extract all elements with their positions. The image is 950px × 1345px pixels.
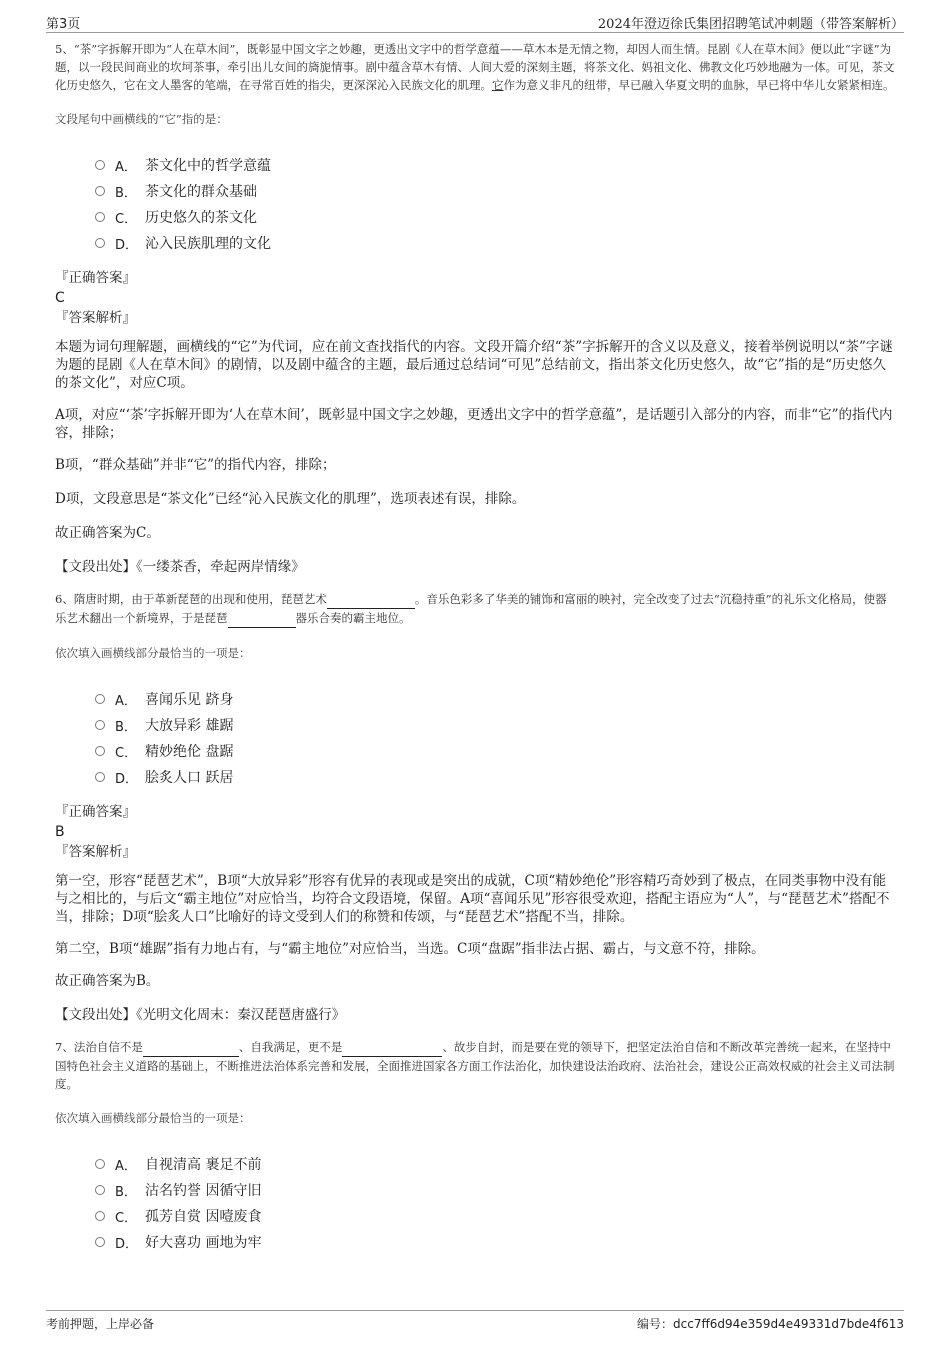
document-title: 2024年澄迈徐氏集团招聘笔试冲刺题（带答案解析） bbox=[597, 17, 904, 32]
analysis-label: 『答案解析』 bbox=[55, 310, 136, 326]
analysis-paragraph: B项，“群众基础”并非“它”的指代内容，排除； bbox=[55, 457, 336, 473]
option-letter: C． bbox=[115, 1210, 138, 1226]
source-citation: 【文段出处】《光明文化周末：秦汉琵琶唐盛行》 bbox=[55, 1007, 346, 1023]
option-d[interactable] bbox=[95, 764, 895, 790]
question-7 bbox=[55, 1038, 895, 1255]
answer-label: 『正确答案』 bbox=[55, 804, 136, 820]
footer-slogan: 考前押题，上岸必备 bbox=[46, 1317, 155, 1331]
stem-text: 、自我满足，更不是 bbox=[238, 1040, 343, 1054]
radio-icon[interactable] bbox=[95, 1159, 105, 1169]
option-text: 沽名钓誉 因循守旧 bbox=[145, 1183, 262, 1199]
answer-value: B bbox=[55, 824, 65, 840]
radio-icon[interactable] bbox=[95, 160, 105, 170]
option-text: 大放异彩 雄踞 bbox=[145, 718, 234, 734]
analysis-paragraph: 故正确答案为C。 bbox=[55, 525, 160, 541]
stem-text: 6、隋唐时期，由于革新琵琶的出现和使用，琵琶艺术 bbox=[55, 592, 327, 606]
option-text: 精妙绝伦 盘踞 bbox=[145, 744, 234, 760]
analysis-paragraph: 第一空，形容“琵琶艺术”，B项“大放异彩”形容有优异的表现或是突出的成就，C项“精妙绝伦”形容精巧奇妙到了极点，在同类事物中没有能与之相比的，与后文“霸主地位”对应恰当，均符合文段语境，保留。A项“喜闻乐见”形容很受欢迎，搭配主语应为“人”，与“琵琶艺术”搭配不当，排除；D项“脍炙人口”比喻好的诗文受到人们的称赞和传颂，与“琵琶艺术”搭配不当，排除。 bbox=[55, 873, 890, 925]
radio-icon[interactable] bbox=[95, 212, 105, 222]
fill-blank bbox=[342, 1038, 442, 1057]
option-a[interactable] bbox=[95, 686, 895, 712]
page-footer bbox=[46, 1310, 904, 1335]
radio-icon[interactable] bbox=[95, 1185, 105, 1195]
option-c[interactable] bbox=[95, 1203, 895, 1229]
option-letter: A． bbox=[115, 159, 137, 175]
question-stem bbox=[55, 40, 895, 94]
stem-text: 器乐合奏的霸主地位。 bbox=[295, 611, 411, 625]
stem-text: 。音乐色彩多了华美的铺饰和富丽的映衬，完全改变了过去“沉稳持重”的礼乐文化格局，使器乐艺术翻出一个新境界，于是琵琶 bbox=[55, 592, 887, 625]
question-5 bbox=[55, 40, 895, 576]
radio-icon[interactable] bbox=[95, 186, 105, 196]
document-id: 编号：dcc7ff6d94e359d4e49331d7bde4f613 bbox=[637, 1317, 904, 1331]
option-d[interactable] bbox=[95, 230, 895, 256]
option-b[interactable] bbox=[95, 1177, 895, 1203]
option-letter: D． bbox=[115, 1236, 139, 1252]
radio-icon[interactable] bbox=[95, 1237, 105, 1247]
option-letter: B． bbox=[115, 185, 137, 201]
options-list bbox=[95, 1151, 895, 1255]
option-text: 喜闻乐见 跻身 bbox=[145, 692, 234, 708]
stem-text: 作为意义非凡的纽带，早已融入华夏文明的血脉，早已将中华儿女紧紧相连。 bbox=[503, 78, 895, 92]
option-text: 脍炙人口 跃居 bbox=[145, 770, 234, 786]
option-text: 自视清高 裹足不前 bbox=[145, 1157, 262, 1173]
stem-text: 、故步自封，而是要在党的领导下，把坚定法治自信和不断改革完善统一起来，在坚持中国特色社会主义道路的基础上，不断推进法治体系完善和发展，全面推进国家各方面工作法治化，加快建设法治政府、法治社会，建设公正高效权威的社会主义司法制度。 bbox=[55, 1040, 895, 1091]
option-letter: B． bbox=[115, 1184, 137, 1200]
option-text: 好大喜功 画地为牢 bbox=[145, 1235, 262, 1251]
radio-icon[interactable] bbox=[95, 772, 105, 782]
analysis-paragraph: 本题为词句理解题，画横线的“它”为代词，应在前文查找指代的内容。文段开篇介绍“茶”字拆解开的含义以及意义，接着举例说明以“茶”字谜为题的昆剧《人在草木间》的剧情，以及剧中蕴含的主题，最后通过总结词“可见”总结前文，指出茶文化历史悠久，故“它”指的是“历史悠久的茶文化”，对应C项。 bbox=[55, 339, 893, 391]
options-list bbox=[95, 686, 895, 790]
question-prompt: 依次填入画横线部分最恰当的一项是： bbox=[55, 646, 251, 660]
option-a[interactable] bbox=[95, 1151, 895, 1177]
radio-icon[interactable] bbox=[95, 238, 105, 248]
option-text: 茶文化的群众基础 bbox=[145, 184, 257, 200]
option-a[interactable] bbox=[95, 152, 895, 178]
analysis-paragraph: 故正确答案为B。 bbox=[55, 973, 160, 989]
option-text: 历史悠久的茶文化 bbox=[145, 210, 257, 226]
option-text: 沁入民族肌理的文化 bbox=[145, 236, 271, 252]
option-c[interactable] bbox=[95, 204, 895, 230]
option-letter: C． bbox=[115, 211, 138, 227]
analysis-paragraph: D项，文段意思是“茶文化”已经“沁入民族文化的肌理”，选项表述有误，排除。 bbox=[55, 491, 526, 507]
question-6 bbox=[55, 590, 895, 1024]
analysis-paragraph: A项，对应“‘茶’字拆解开即为‘人在草木间’，既彰显中国文字之妙趣，更透出文字中的哲学意蕴”，是话题引入部分的内容，而非“它”的指代内容，排除； bbox=[55, 407, 893, 441]
option-letter: B． bbox=[115, 719, 137, 735]
page-number: 第3页 bbox=[46, 17, 81, 32]
fill-blank bbox=[228, 609, 296, 628]
option-letter: D． bbox=[115, 771, 139, 787]
page-header bbox=[46, 10, 904, 33]
question-stem bbox=[55, 1038, 895, 1093]
options-list bbox=[95, 152, 895, 256]
option-text: 茶文化中的哲学意蕴 bbox=[145, 158, 271, 174]
question-prompt: 依次填入画横线部分最恰当的一项是： bbox=[55, 1111, 251, 1125]
radio-icon[interactable] bbox=[95, 720, 105, 730]
option-b[interactable] bbox=[95, 178, 895, 204]
stem-text: 5、“茶”字拆解开即为“人在草木间”，既彰显中国文字之妙趣，更透出文字中的哲学意蕴——草木本是无情之物，却因人而生情。昆剧《人在草木间》便以此“字谜”为题，以一段民间商业的坎坷茶事，牵引出儿女间的旖旎情事。剧中蕴含草木有情、人间大爱的深刻主题，将茶文化、妈祖文化、佛教文化巧妙地融为一体。可见，茶文化历史悠久，它在文人墨客的笔端，在寻常百姓的指尖，更深深沁入民族文化的肌理。 bbox=[55, 42, 895, 92]
option-letter: A． bbox=[115, 1158, 137, 1174]
stem-text: 7、法治自信不是 bbox=[55, 1040, 143, 1054]
option-letter: A． bbox=[115, 693, 137, 709]
source-citation: 【文段出处】《一缕茶香，牵起两岸情缘》 bbox=[55, 559, 305, 575]
question-prompt: 文段尾句中画横线的“它”指的是： bbox=[55, 112, 228, 126]
answer-label: 『正确答案』 bbox=[55, 270, 136, 286]
option-b[interactable] bbox=[95, 712, 895, 738]
underlined-word: 它 bbox=[492, 78, 504, 92]
option-letter: C． bbox=[115, 745, 138, 761]
analysis-label: 『答案解析』 bbox=[55, 844, 136, 860]
fill-blank bbox=[143, 1038, 239, 1057]
option-letter: D． bbox=[115, 237, 139, 253]
fill-blank bbox=[327, 590, 415, 609]
radio-icon[interactable] bbox=[95, 746, 105, 756]
question-stem bbox=[55, 590, 895, 628]
radio-icon[interactable] bbox=[95, 694, 105, 704]
option-text: 孤芳自赏 因噎废食 bbox=[145, 1209, 262, 1225]
page-content bbox=[55, 40, 895, 1267]
option-d[interactable] bbox=[95, 1229, 895, 1255]
answer-value: C bbox=[55, 290, 65, 306]
option-c[interactable] bbox=[95, 738, 895, 764]
analysis-paragraph: 第二空，B项“雄踞”指有力地占有，与“霸主地位”对应恰当，当选。C项“盘踞”指非法占据、霸占，与文意不符，排除。 bbox=[55, 941, 765, 957]
radio-icon[interactable] bbox=[95, 1211, 105, 1221]
